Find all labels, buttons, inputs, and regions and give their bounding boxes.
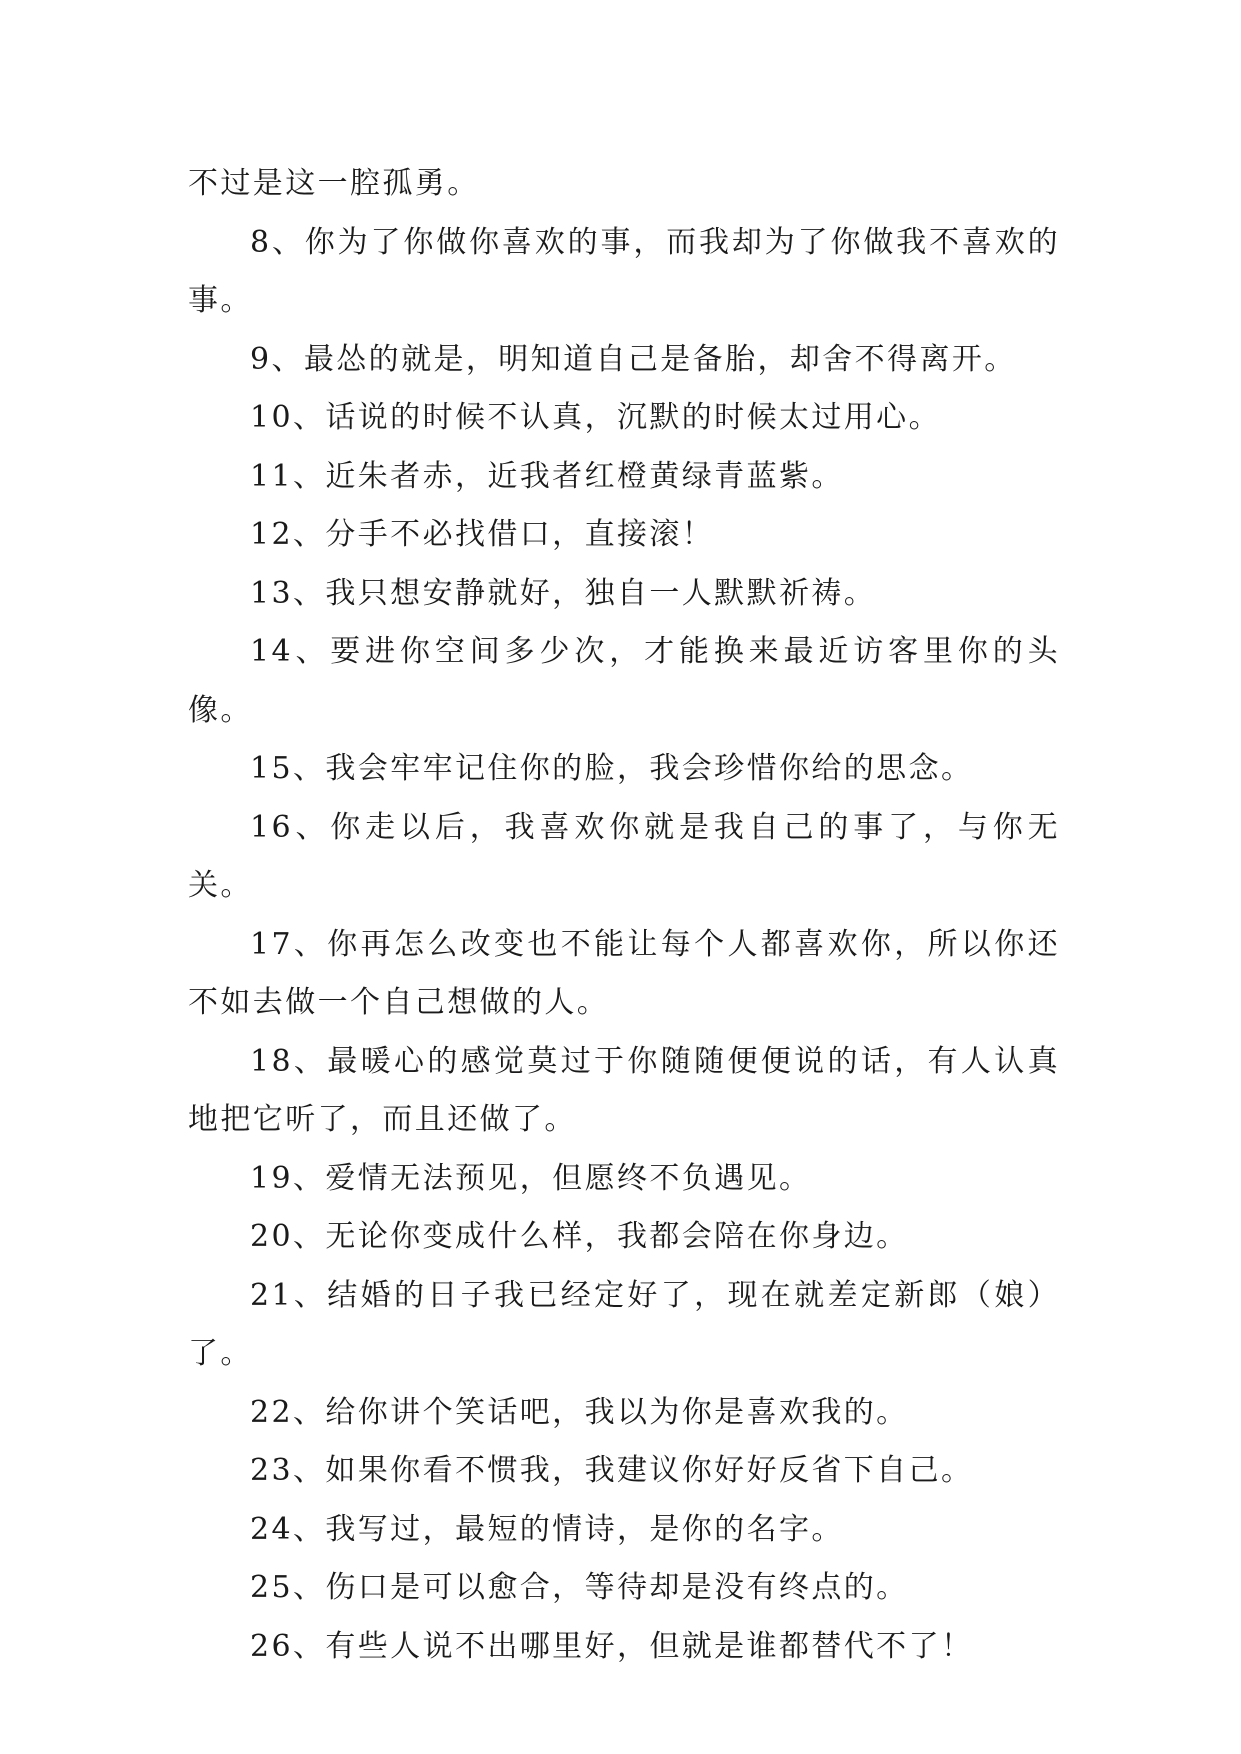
paragraph: 11、近朱者赤，近我者红橙黄绿青蓝紫。 bbox=[250, 458, 844, 494]
paragraph: 21、结婚的日子我已经定好了，现在就差定新郎（娘）了。 bbox=[188, 1277, 1060, 1371]
paragraph: 不过是这一腔孤勇。 bbox=[188, 166, 480, 201]
paragraph: 9、最怂的就是，明知道自己是备胎，却舍不得离开。 bbox=[250, 341, 1017, 377]
paragraph: 14、要进你空间多少次，才能换来最近访客里你的头像。 bbox=[188, 634, 1060, 728]
paragraph: 22、给你讲个笑话吧，我以为你是喜欢我的。 bbox=[250, 1394, 909, 1430]
paragraph: 23、如果你看不惯我，我建议你好好反省下自己。 bbox=[250, 1453, 974, 1488]
paragraph: 20、无论你变成什么样，我都会陪在你身边。 bbox=[250, 1219, 909, 1254]
paragraph: 12、分手不必找借口，直接滚！ bbox=[250, 517, 715, 552]
paragraph: 10、话说的时候不认真，沉默的时候太过用心。 bbox=[250, 400, 941, 435]
paragraph: 18、最暖心的感觉莫过于你随随便便说的话，有人认真地把它听了，而且还做了。 bbox=[188, 1043, 1060, 1137]
paragraph: 13、我只想安静就好，独自一人默默祈祷。 bbox=[250, 575, 877, 611]
paragraph: 8、你为了你做你喜欢的事，而我却为了你做我不喜欢的事。 bbox=[188, 224, 1060, 318]
paragraph: 15、我会牢牢记住你的脸，我会珍惜你给的思念。 bbox=[250, 751, 974, 786]
paragraph: 26、有些人说不出哪里好，但就是谁都替代不了！ bbox=[250, 1628, 974, 1664]
document-body bbox=[188, 155, 1060, 1676]
paragraph: 19、爱情无法预见，但愿终不负遇见。 bbox=[250, 1160, 812, 1196]
paragraph: 16、你走以后，我喜欢你就是我自己的事了，与你无关。 bbox=[188, 809, 1060, 903]
paragraph: 17、你再怎么改变也不能让每个人都喜欢你，所以你还不如去做一个自己想做的人。 bbox=[188, 926, 1060, 1020]
paragraph: 24、我写过，最短的情诗，是你的名字。 bbox=[250, 1511, 844, 1547]
paragraph: 25、伤口是可以愈合，等待却是没有终点的。 bbox=[250, 1570, 909, 1605]
